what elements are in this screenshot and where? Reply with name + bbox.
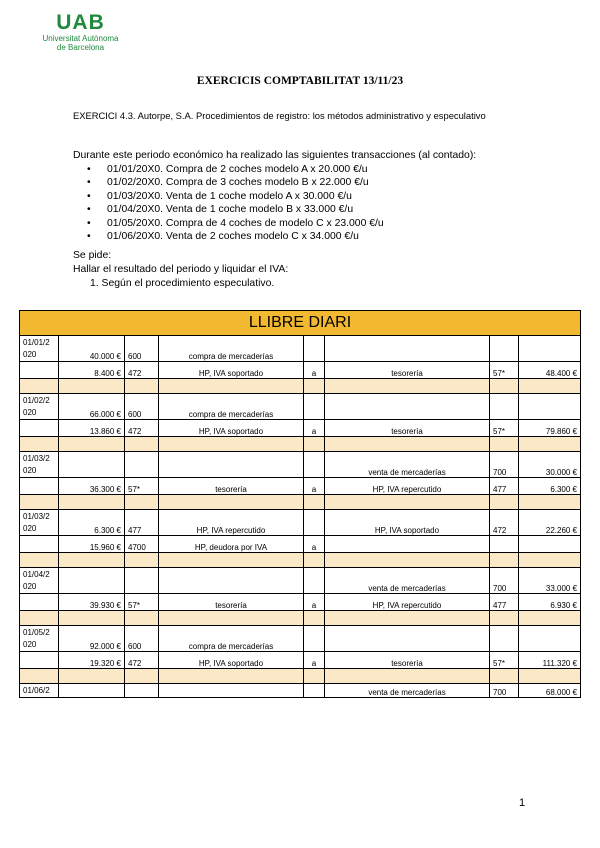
entry-date: 01/04/2 020 (20, 568, 59, 594)
table-row (20, 553, 581, 568)
credit-concept (325, 394, 490, 420)
entry-date (20, 594, 59, 611)
debit-account: 600 (125, 336, 159, 362)
table-row (20, 536, 581, 553)
credit-account (490, 379, 519, 394)
credit-amount: 33.000 € (519, 568, 581, 594)
credit-amount: 111.320 € (519, 652, 581, 669)
list-item: • 01/05/20X0. Compra de 4 coches de modelo C x 23.000 €/u (85, 217, 384, 230)
connector: a (304, 362, 325, 379)
connector (304, 611, 325, 626)
credit-concept (325, 437, 490, 452)
connector (304, 394, 325, 420)
debit-amount (59, 568, 125, 594)
debit-account (125, 495, 159, 510)
credit-amount: 6.930 € (519, 594, 581, 611)
debit-amount: 39.930 € (59, 594, 125, 611)
debit-concept: HP, IVA soportado (159, 420, 304, 437)
debit-amount: 6.300 € (59, 510, 125, 536)
connector (304, 568, 325, 594)
credit-amount: 79.860 € (519, 420, 581, 437)
entry-date (20, 437, 59, 452)
table-row (20, 611, 581, 626)
credit-amount: 6.300 € (519, 478, 581, 495)
ledger-title: LLIBRE DIARI (20, 311, 581, 336)
list-item: • 01/02/20X0. Compra de 3 coches modelo B x 22.000 €/u (85, 176, 384, 189)
task-text: Hallar el resultado del periodo y liquidar el IVA: (73, 264, 289, 275)
credit-amount (519, 394, 581, 420)
debit-account (125, 684, 159, 698)
entry-date: 01/02/2 020 (20, 394, 59, 420)
debit-concept: compra de mercaderías (159, 394, 304, 420)
credit-account: 472 (490, 510, 519, 536)
table-row (20, 495, 581, 510)
debit-account (125, 611, 159, 626)
credit-account: 700 (490, 452, 519, 478)
debit-account: 472 (125, 362, 159, 379)
credit-concept (325, 336, 490, 362)
entry-date: 01/03/2 020 (20, 510, 59, 536)
debit-amount: 92.000 € (59, 626, 125, 652)
credit-amount (519, 669, 581, 684)
connector: a (304, 652, 325, 669)
credit-concept (325, 536, 490, 553)
debit-concept (159, 452, 304, 478)
credit-account (490, 553, 519, 568)
credit-amount: 30.000 € (519, 452, 581, 478)
table-row (20, 437, 581, 452)
debit-concept: tesorería (159, 594, 304, 611)
credit-amount (519, 626, 581, 652)
logo-line-1: Universitat Autònoma (42, 34, 119, 43)
credit-amount (519, 379, 581, 394)
debit-account (125, 568, 159, 594)
debit-concept (159, 553, 304, 568)
credit-concept: tesorería (325, 652, 490, 669)
connector: a (304, 536, 325, 553)
credit-concept (325, 495, 490, 510)
debit-concept (159, 437, 304, 452)
document-title: EXERCICIS COMPTABILITAT 13/11/23 (196, 75, 404, 87)
table-row (20, 394, 581, 420)
credit-account: 700 (490, 568, 519, 594)
debit-amount (59, 553, 125, 568)
credit-amount: 68.000 € (519, 684, 581, 698)
entry-date (20, 669, 59, 684)
entry-date: 01/06/2 (20, 684, 59, 698)
debit-account (125, 379, 159, 394)
entry-date (20, 652, 59, 669)
list-item: • 01/06/20X0. Venta de 2 coches modelo C x 34.000 €/u (85, 230, 384, 243)
transaction-list (85, 163, 384, 243)
debit-concept (159, 495, 304, 510)
exercise-statement: EXERCICI 4.3. Autorpe, S.A. Procedimientos de registro: los métodos administrativo y especulativo (73, 110, 486, 121)
connector (304, 669, 325, 684)
credit-account (490, 669, 519, 684)
debit-concept: tesorería (159, 478, 304, 495)
credit-account (490, 336, 519, 362)
debit-amount: 36.300 € (59, 478, 125, 495)
debit-concept (159, 684, 304, 698)
debit-account (125, 437, 159, 452)
credit-account: 477 (490, 594, 519, 611)
credit-concept: HP, IVA soportado (325, 510, 490, 536)
credit-account: 57* (490, 420, 519, 437)
debit-amount: 15.960 € (59, 536, 125, 553)
table-row (20, 626, 581, 652)
debit-amount (59, 437, 125, 452)
debit-concept: compra de mercaderías (159, 336, 304, 362)
connector (304, 336, 325, 362)
entry-date (20, 495, 59, 510)
entry-date (20, 553, 59, 568)
credit-amount (519, 553, 581, 568)
credit-concept (325, 611, 490, 626)
credit-concept: tesorería (325, 362, 490, 379)
logo-acronym: UAB (56, 11, 105, 34)
connector: a (304, 420, 325, 437)
debit-account (125, 669, 159, 684)
debit-amount (59, 611, 125, 626)
entry-date (20, 611, 59, 626)
credit-amount (519, 536, 581, 553)
debit-amount: 40.000 € (59, 336, 125, 362)
credit-concept (325, 379, 490, 394)
connector (304, 379, 325, 394)
debit-concept: HP, IVA soportado (159, 652, 304, 669)
debit-concept: HP, IVA repercutido (159, 510, 304, 536)
list-item: • 01/04/20X0. Venta de 1 coche modelo B x 33.000 €/u (85, 203, 384, 216)
debit-account (125, 452, 159, 478)
entry-date (20, 536, 59, 553)
credit-concept: HP, IVA repercutido (325, 478, 490, 495)
credit-amount (519, 495, 581, 510)
credit-concept (325, 669, 490, 684)
list-item: • 01/01/20X0. Compra de 2 coches modelo A x 20.000 €/u (85, 163, 384, 176)
debit-concept: compra de mercaderías (159, 626, 304, 652)
credit-account: 477 (490, 478, 519, 495)
task-step: 1. Según el procedimiento especulativo. (90, 278, 275, 289)
debit-account: 472 (125, 420, 159, 437)
ledger-table (19, 310, 580, 698)
debit-account: 4700 (125, 536, 159, 553)
table-row (20, 379, 581, 394)
table-row (20, 669, 581, 684)
credit-account: 57* (490, 362, 519, 379)
debit-account: 600 (125, 626, 159, 652)
credit-account (490, 536, 519, 553)
debit-account: 57* (125, 478, 159, 495)
debit-concept (159, 611, 304, 626)
table-row (20, 568, 581, 594)
credit-account: 700 (490, 684, 519, 698)
credit-concept: venta de mercaderías (325, 684, 490, 698)
table-row (20, 594, 581, 611)
debit-amount: 8.400 € (59, 362, 125, 379)
debit-amount (59, 684, 125, 698)
debit-concept: HP, deudora por IVA (159, 536, 304, 553)
debit-concept (159, 669, 304, 684)
page-number: 1 (519, 797, 526, 809)
logo-line-2: de Barcelona (56, 43, 105, 52)
debit-concept (159, 568, 304, 594)
debit-amount (59, 379, 125, 394)
table-row (20, 420, 581, 437)
credit-amount: 22.260 € (519, 510, 581, 536)
table-row (20, 684, 581, 698)
connector: a (304, 594, 325, 611)
connector (304, 510, 325, 536)
credit-account (490, 495, 519, 510)
credit-account (490, 394, 519, 420)
debit-amount: 66.000 € (59, 394, 125, 420)
debit-amount: 19.320 € (59, 652, 125, 669)
uab-logo (33, 12, 128, 52)
entry-date (20, 379, 59, 394)
connector (304, 684, 325, 698)
debit-account: 57* (125, 594, 159, 611)
debit-amount (59, 452, 125, 478)
credit-amount: 48.400 € (519, 362, 581, 379)
debit-concept: HP, IVA soportado (159, 362, 304, 379)
connector (304, 495, 325, 510)
table-row (20, 478, 581, 495)
credit-account: 57* (490, 652, 519, 669)
connector (304, 437, 325, 452)
table-row (20, 652, 581, 669)
credit-concept (325, 626, 490, 652)
table-row (20, 510, 581, 536)
connector (304, 626, 325, 652)
connector: a (304, 478, 325, 495)
entry-date: 01/05/2 020 (20, 626, 59, 652)
table-row (20, 362, 581, 379)
connector (304, 553, 325, 568)
se-pide-label: Se pide: (73, 250, 112, 261)
debit-account: 477 (125, 510, 159, 536)
credit-amount (519, 437, 581, 452)
entry-date (20, 362, 59, 379)
credit-account (490, 437, 519, 452)
credit-concept: tesorería (325, 420, 490, 437)
debit-account: 600 (125, 394, 159, 420)
debit-amount (59, 495, 125, 510)
credit-concept: HP, IVA repercutido (325, 594, 490, 611)
table-row (20, 336, 581, 362)
credit-account (490, 626, 519, 652)
credit-amount (519, 336, 581, 362)
connector (304, 452, 325, 478)
debit-account: 472 (125, 652, 159, 669)
intro-text: Durante este periodo económico ha realizado las siguientes transacciones (al contado): (73, 150, 477, 161)
credit-account (490, 611, 519, 626)
debit-account (125, 553, 159, 568)
debit-amount (59, 669, 125, 684)
credit-amount (519, 611, 581, 626)
entry-date (20, 478, 59, 495)
credit-concept: venta de mercaderías (325, 452, 490, 478)
debit-concept (159, 379, 304, 394)
debit-amount: 13.860 € (59, 420, 125, 437)
list-item: • 01/03/20X0. Venta de 1 coche modelo A x 30.000 €/u (85, 190, 384, 203)
credit-concept (325, 553, 490, 568)
entry-date (20, 420, 59, 437)
entry-date: 01/03/2 020 (20, 452, 59, 478)
entry-date: 01/01/2 020 (20, 336, 59, 362)
credit-concept: venta de mercaderías (325, 568, 490, 594)
table-row (20, 452, 581, 478)
